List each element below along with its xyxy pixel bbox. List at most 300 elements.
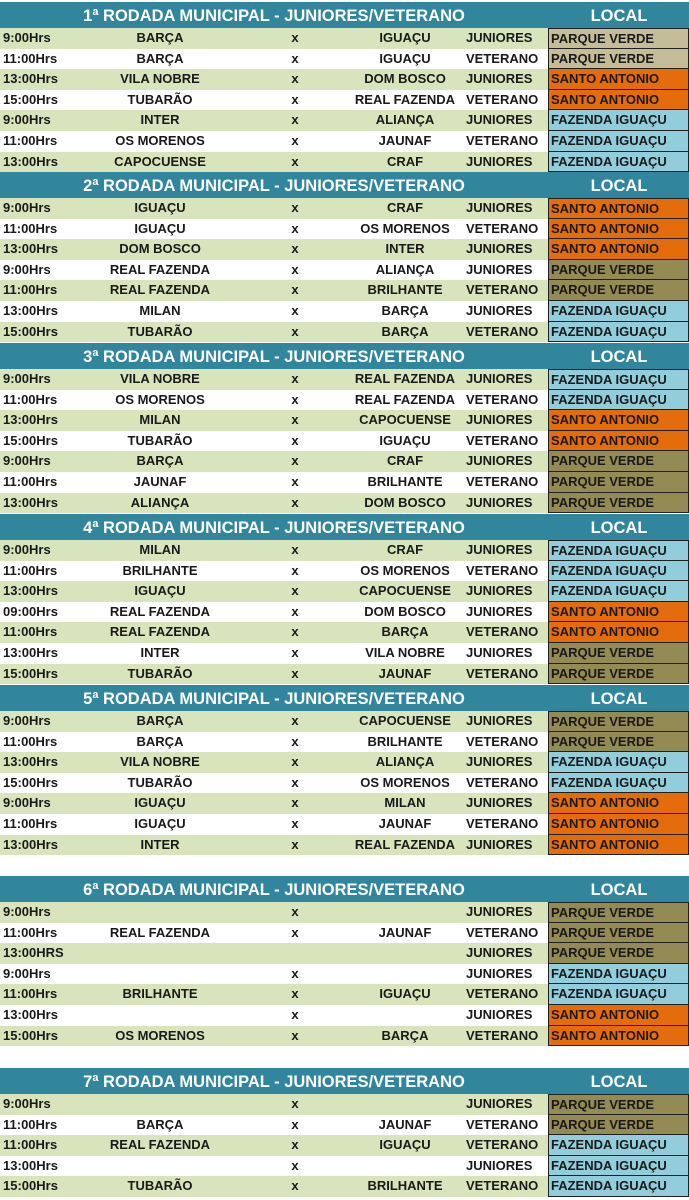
round-title: 2ª RODADA MUNICIPAL - JUNIORES/VETERANO [83,177,465,195]
category: VETERANO [466,733,539,749]
category: JUNIORES [466,713,533,728]
category: JUNIORES [466,1006,533,1022]
match-time: 15:00Hrs [3,774,58,790]
local-column-header: LOCAL [590,881,648,899]
venue-cell: SANTO ANTONIO [548,410,689,431]
versus-mark: x [291,603,299,619]
match-time: 9:00Hrs [3,904,51,919]
category: JUNIORES [466,302,533,318]
venue-cell: SANTO ANTONIO [548,431,689,452]
category: JUNIORES [466,945,533,961]
away-team: DOM BOSCO [364,71,446,87]
round-title: 1ª RODADA MUNICIPAL - JUNIORES/VETERANO [83,7,465,25]
venue-cell: PARQUE VERDE [548,260,689,281]
match-time: 15:00Hrs [3,665,58,681]
match-row [0,431,689,452]
home-team: IGUAÇU [134,200,186,215]
home-team: IGUAÇU [134,220,186,236]
versus-mark: x [291,733,299,749]
versus-mark: x [291,1006,299,1022]
category: JUNIORES [466,453,533,469]
match-row [0,493,689,514]
category: JUNIORES [466,1157,533,1173]
round-1-section [0,2,689,172]
match-row [0,711,689,732]
versus-mark: x [291,1157,299,1173]
away-team: IGUAÇU [379,30,431,45]
venue-cell: FAZENDA IGUAÇU [548,110,689,131]
round-3-section [0,343,689,513]
away-team: BRILHANTE [367,282,443,298]
category: VETERANO [466,473,539,489]
category: VETERANO [466,91,539,107]
category: VETERANO [466,132,539,148]
match-row [0,1026,689,1047]
match-time: 11:00Hrs [3,473,58,489]
round-header [0,876,689,902]
category: JUNIORES [466,754,533,770]
match-row [0,793,689,814]
match-row [0,451,689,472]
versus-mark: x [291,774,299,790]
round-header [0,343,689,369]
match-time: 11:00Hrs [3,1116,58,1132]
away-team: IGUAÇU [379,1137,431,1153]
versus-mark: x [291,1027,299,1043]
venue-cell: SANTO ANTONIO [548,1026,689,1047]
home-team: VILA NOBRE [120,71,200,87]
home-team: BRILHANTE [122,986,198,1002]
home-team: MILAN [139,412,181,428]
venue-cell: SANTO ANTONIO [548,835,689,856]
home-team: BARÇA [136,733,184,749]
home-team: REAL FAZENDA [109,624,211,640]
round-7-section [0,1068,689,1197]
versus-mark: x [291,132,299,148]
local-column-header: LOCAL [590,690,648,708]
away-team: VILA NOBRE [365,644,445,660]
venue-cell: SANTO ANTONIO [548,198,689,219]
category: JUNIORES [466,542,533,557]
home-team: TUBARÃO [127,665,193,681]
away-team: BARÇA [381,624,429,640]
category: VETERANO [466,665,539,681]
category: JUNIORES [466,261,533,277]
match-row [0,984,689,1005]
match-row [0,1135,689,1156]
away-team: CRAF [386,200,424,215]
home-team: OS MORENOS [115,132,205,148]
venue-cell: FAZENDA IGUAÇU [548,301,689,322]
match-time: 9:00Hrs [3,371,51,386]
category: VETERANO [466,1178,539,1194]
versus-mark: x [291,583,299,599]
versus-mark: x [291,924,299,940]
category: VETERANO [466,1027,539,1043]
versus-mark: x [291,261,299,277]
category: JUNIORES [466,583,533,599]
versus-mark: x [291,91,299,107]
away-team: ALIANÇA [375,112,435,128]
match-time: 11:00Hrs [3,132,58,148]
category: VETERANO [466,432,539,448]
match-row [0,752,689,773]
match-time: 13:00Hrs [3,302,58,318]
versus-mark: x [291,432,299,448]
category: JUNIORES [466,371,533,386]
category: JUNIORES [466,603,533,619]
away-team: JAUNAF [378,924,432,940]
versus-mark: x [291,302,299,318]
match-time: 11:00Hrs [3,733,58,749]
match-time: 13:00Hrs [3,412,58,428]
home-team: DOM BOSCO [119,241,201,257]
match-row [0,1094,689,1115]
match-row [0,581,689,602]
versus-mark: x [291,965,299,981]
match-row [0,923,689,944]
versus-mark: x [291,836,299,852]
round-6-section [0,876,689,1046]
venue-cell: SANTO ANTONIO [548,219,689,240]
away-team: IGUAÇU [379,432,431,448]
away-team: JAUNAF [378,1116,432,1132]
home-team: REAL FAZENDA [109,924,211,940]
match-time: 13:00Hrs [3,644,58,660]
venue-cell: SANTO ANTONIO [548,90,689,111]
match-time: 11:00Hrs [3,986,58,1002]
home-team: OS MORENOS [115,1027,205,1043]
match-row [0,561,689,582]
match-time: 15:00Hrs [3,1027,58,1043]
match-time: 15:00Hrs [3,323,58,339]
venue-cell: SANTO ANTONIO [548,239,689,260]
home-team: TUBARÃO [127,432,193,448]
versus-mark: x [291,30,299,45]
away-team: REAL FAZENDA [354,836,456,852]
versus-mark: x [291,795,299,811]
away-team: BARÇA [381,323,429,339]
home-team: JAUNAF [133,473,187,489]
venue-cell: PARQUE VERDE [548,49,689,70]
match-time: 11:00Hrs [3,815,58,831]
venue-cell: PARQUE VERDE [548,711,689,732]
category: VETERANO [466,282,539,298]
venue-cell: FAZENDA IGUAÇU [548,152,689,173]
round-2-section [0,172,689,342]
match-row [0,643,689,664]
home-team: BARÇA [136,453,184,469]
away-team: BARÇA [381,302,429,318]
match-time: 11:00Hrs [3,50,58,66]
match-time: 09:00Hrs [3,603,58,619]
versus-mark: x [291,220,299,236]
match-row [0,814,689,835]
home-team: INTER [140,112,180,128]
venue-cell: PARQUE VERDE [548,451,689,472]
round-title: 7ª RODADA MUNICIPAL - JUNIORES/VETERANO [83,1073,465,1091]
home-team: MILAN [139,542,181,557]
home-team: BARÇA [136,1116,184,1132]
away-team: CRAF [386,453,424,469]
away-team: JAUNAF [378,815,432,831]
versus-mark: x [291,241,299,257]
match-row [0,260,689,281]
round-4-section [0,514,689,684]
category: JUNIORES [466,795,533,811]
match-time: 9:00Hrs [3,713,51,728]
versus-mark: x [291,1116,299,1132]
venue-cell: SANTO ANTONIO [548,793,689,814]
match-row [0,1176,689,1197]
match-row [0,902,689,923]
home-team: REAL FAZENDA [109,603,211,619]
category: JUNIORES [466,200,533,215]
venue-cell: PARQUE VERDE [548,1094,689,1115]
versus-mark: x [291,200,299,215]
venue-cell: PARQUE VERDE [548,923,689,944]
match-time: 13:00Hrs [3,1157,58,1173]
venue-cell: FAZENDA IGUAÇU [548,581,689,602]
category: JUNIORES [466,71,533,87]
match-time: 13:00Hrs [3,836,58,852]
category: VETERANO [466,986,539,1002]
home-team: REAL FAZENDA [109,1137,211,1153]
home-team: BARÇA [136,50,184,66]
match-time: 9:00Hrs [3,112,51,128]
local-column-header: LOCAL [590,519,648,537]
home-team: VILA NOBRE [120,754,200,770]
versus-mark: x [291,1096,299,1111]
away-team: REAL FAZENDA [354,391,456,407]
category: VETERANO [466,391,539,407]
venue-cell: FAZENDA IGUAÇU [548,964,689,985]
local-column-header: LOCAL [590,7,648,25]
versus-mark: x [291,50,299,66]
away-team: IGUAÇU [379,50,431,66]
category: JUNIORES [466,241,533,257]
versus-mark: x [291,1178,299,1194]
venue-cell: FAZENDA IGUAÇU [548,540,689,561]
away-team: IGUAÇU [379,986,431,1002]
category: JUNIORES [466,412,533,428]
versus-mark: x [291,494,299,510]
match-time: 13:00Hrs [3,153,58,169]
category: JUNIORES [466,30,533,45]
home-team: TUBARÃO [127,91,193,107]
away-team: INTER [385,241,425,257]
versus-mark: x [291,815,299,831]
match-row [0,390,689,411]
venue-cell: PARQUE VERDE [548,643,689,664]
versus-mark: x [291,624,299,640]
match-row [0,280,689,301]
home-team: ALIANÇA [130,494,190,510]
match-row [0,664,689,685]
venue-cell: SANTO ANTONIO [548,622,689,643]
versus-mark: x [291,986,299,1002]
match-row [0,198,689,219]
match-row [0,369,689,390]
round-header [0,172,689,198]
home-team: VILA NOBRE [120,371,200,386]
away-team: REAL FAZENDA [354,91,456,107]
away-team: DOM BOSCO [364,494,446,510]
category: VETERANO [466,1116,539,1132]
versus-mark: x [291,1137,299,1153]
home-team: INTER [140,644,180,660]
versus-mark: x [291,282,299,298]
venue-cell: PARQUE VERDE [548,493,689,514]
match-row [0,1115,689,1136]
venue-cell: PARQUE VERDE [548,28,689,49]
versus-mark: x [291,542,299,557]
away-team: CAPOCUENSE [359,583,451,599]
away-team: BRILHANTE [367,473,443,489]
match-time: 9:00Hrs [3,1096,51,1111]
match-row [0,301,689,322]
match-row [0,1005,689,1026]
local-column-header: LOCAL [590,348,648,366]
venue-cell: SANTO ANTONIO [548,1005,689,1026]
venue-cell: FAZENDA IGUAÇU [548,369,689,390]
round-title: 6ª RODADA MUNICIPAL - JUNIORES/VETERANO [83,881,465,899]
match-time: 13:00Hrs [3,494,58,510]
venue-cell: PARQUE VERDE [548,472,689,493]
match-row [0,964,689,985]
versus-mark: x [291,562,299,578]
venue-cell: PARQUE VERDE [548,732,689,753]
category: VETERANO [466,624,539,640]
match-time: 13:00Hrs [3,71,58,87]
away-team: ALIANÇA [375,754,435,770]
match-time: 9:00Hrs [3,795,51,811]
away-team: MILAN [384,795,426,811]
match-row [0,322,689,343]
category: VETERANO [466,815,539,831]
home-team: TUBARÃO [127,1178,193,1194]
home-team: BARÇA [136,713,184,728]
match-time: 13:00Hrs [3,241,58,257]
home-team: MILAN [139,302,181,318]
venue-cell: PARQUE VERDE [548,664,689,685]
venue-cell: FAZENDA IGUAÇU [548,773,689,794]
round-title: 4ª RODADA MUNICIPAL - JUNIORES/VETERANO [83,519,465,537]
venue-cell: FAZENDA IGUAÇU [548,1135,689,1156]
venue-cell: FAZENDA IGUAÇU [548,322,689,343]
match-row [0,540,689,561]
versus-mark: x [291,112,299,128]
away-team: OS MORENOS [360,220,450,236]
home-team: REAL FAZENDA [109,261,211,277]
venue-cell: FAZENDA IGUAÇU [548,752,689,773]
versus-mark: x [291,904,299,919]
match-row [0,943,689,964]
round-header [0,1068,689,1094]
home-team: IGUAÇU [134,583,186,599]
category: VETERANO [466,562,539,578]
round-title: 5ª RODADA MUNICIPAL - JUNIORES/VETERANO [83,690,465,708]
local-column-header: LOCAL [590,177,648,195]
venue-cell: SANTO ANTONIO [548,69,689,90]
away-team: DOM BOSCO [364,603,446,619]
round-header [0,514,689,540]
match-row [0,28,689,49]
venue-cell: FAZENDA IGUAÇU [548,1156,689,1177]
home-team: BRILHANTE [122,562,198,578]
match-time: 11:00Hrs [3,220,58,236]
match-time: 11:00Hrs [3,562,58,578]
match-time: 9:00Hrs [3,453,51,469]
match-time: 9:00Hrs [3,261,51,277]
round-header [0,2,689,28]
category: JUNIORES [466,1096,533,1111]
category: JUNIORES [466,112,533,128]
venue-cell: PARQUE VERDE [548,1115,689,1136]
away-team: BARÇA [381,1027,429,1043]
venue-cell: FAZENDA IGUAÇU [548,131,689,152]
category: JUNIORES [466,644,533,660]
versus-mark: x [291,371,299,386]
home-team: TUBARÃO [127,774,193,790]
match-row [0,410,689,431]
match-time: 9:00Hrs [3,542,51,557]
match-time: 11:00Hrs [3,624,58,640]
venue-cell: PARQUE VERDE [548,943,689,964]
match-row [0,239,689,260]
round-title: 3ª RODADA MUNICIPAL - JUNIORES/VETERANO [83,348,465,366]
match-time: 13:00Hrs [3,754,58,770]
match-row [0,773,689,794]
match-row [0,131,689,152]
match-time: 11:00Hrs [3,282,58,298]
match-time: 11:00Hrs [3,924,58,940]
match-row [0,219,689,240]
versus-mark: x [291,391,299,407]
round-5-section [0,685,689,855]
versus-mark: x [291,153,299,169]
local-column-header: LOCAL [590,1073,648,1091]
category: VETERANO [466,50,539,66]
match-time: 15:00Hrs [3,1178,58,1194]
venue-cell: FAZENDA IGUAÇU [548,1176,689,1197]
venue-cell: SANTO ANTONIO [548,602,689,623]
match-row [0,1156,689,1177]
match-row [0,835,689,856]
category: VETERANO [466,323,539,339]
match-row [0,110,689,131]
home-team: BARÇA [136,30,184,45]
away-team: CRAF [386,542,424,557]
home-team: TUBARÃO [127,323,193,339]
category: VETERANO [466,220,539,236]
match-row [0,90,689,111]
away-team: BRILHANTE [367,733,443,749]
away-team: JAUNAF [378,132,432,148]
match-time: 11:00Hrs [3,1137,58,1153]
venue-cell: FAZENDA IGUAÇU [548,390,689,411]
category: VETERANO [466,1137,539,1153]
round-header [0,685,689,711]
versus-mark: x [291,665,299,681]
category: JUNIORES [466,904,533,919]
home-team: IGUAÇU [134,815,186,831]
match-row [0,49,689,70]
category: JUNIORES [466,494,533,510]
versus-mark: x [291,323,299,339]
match-time: 13:00Hrs [3,1006,58,1022]
away-team: OS MORENOS [360,562,450,578]
